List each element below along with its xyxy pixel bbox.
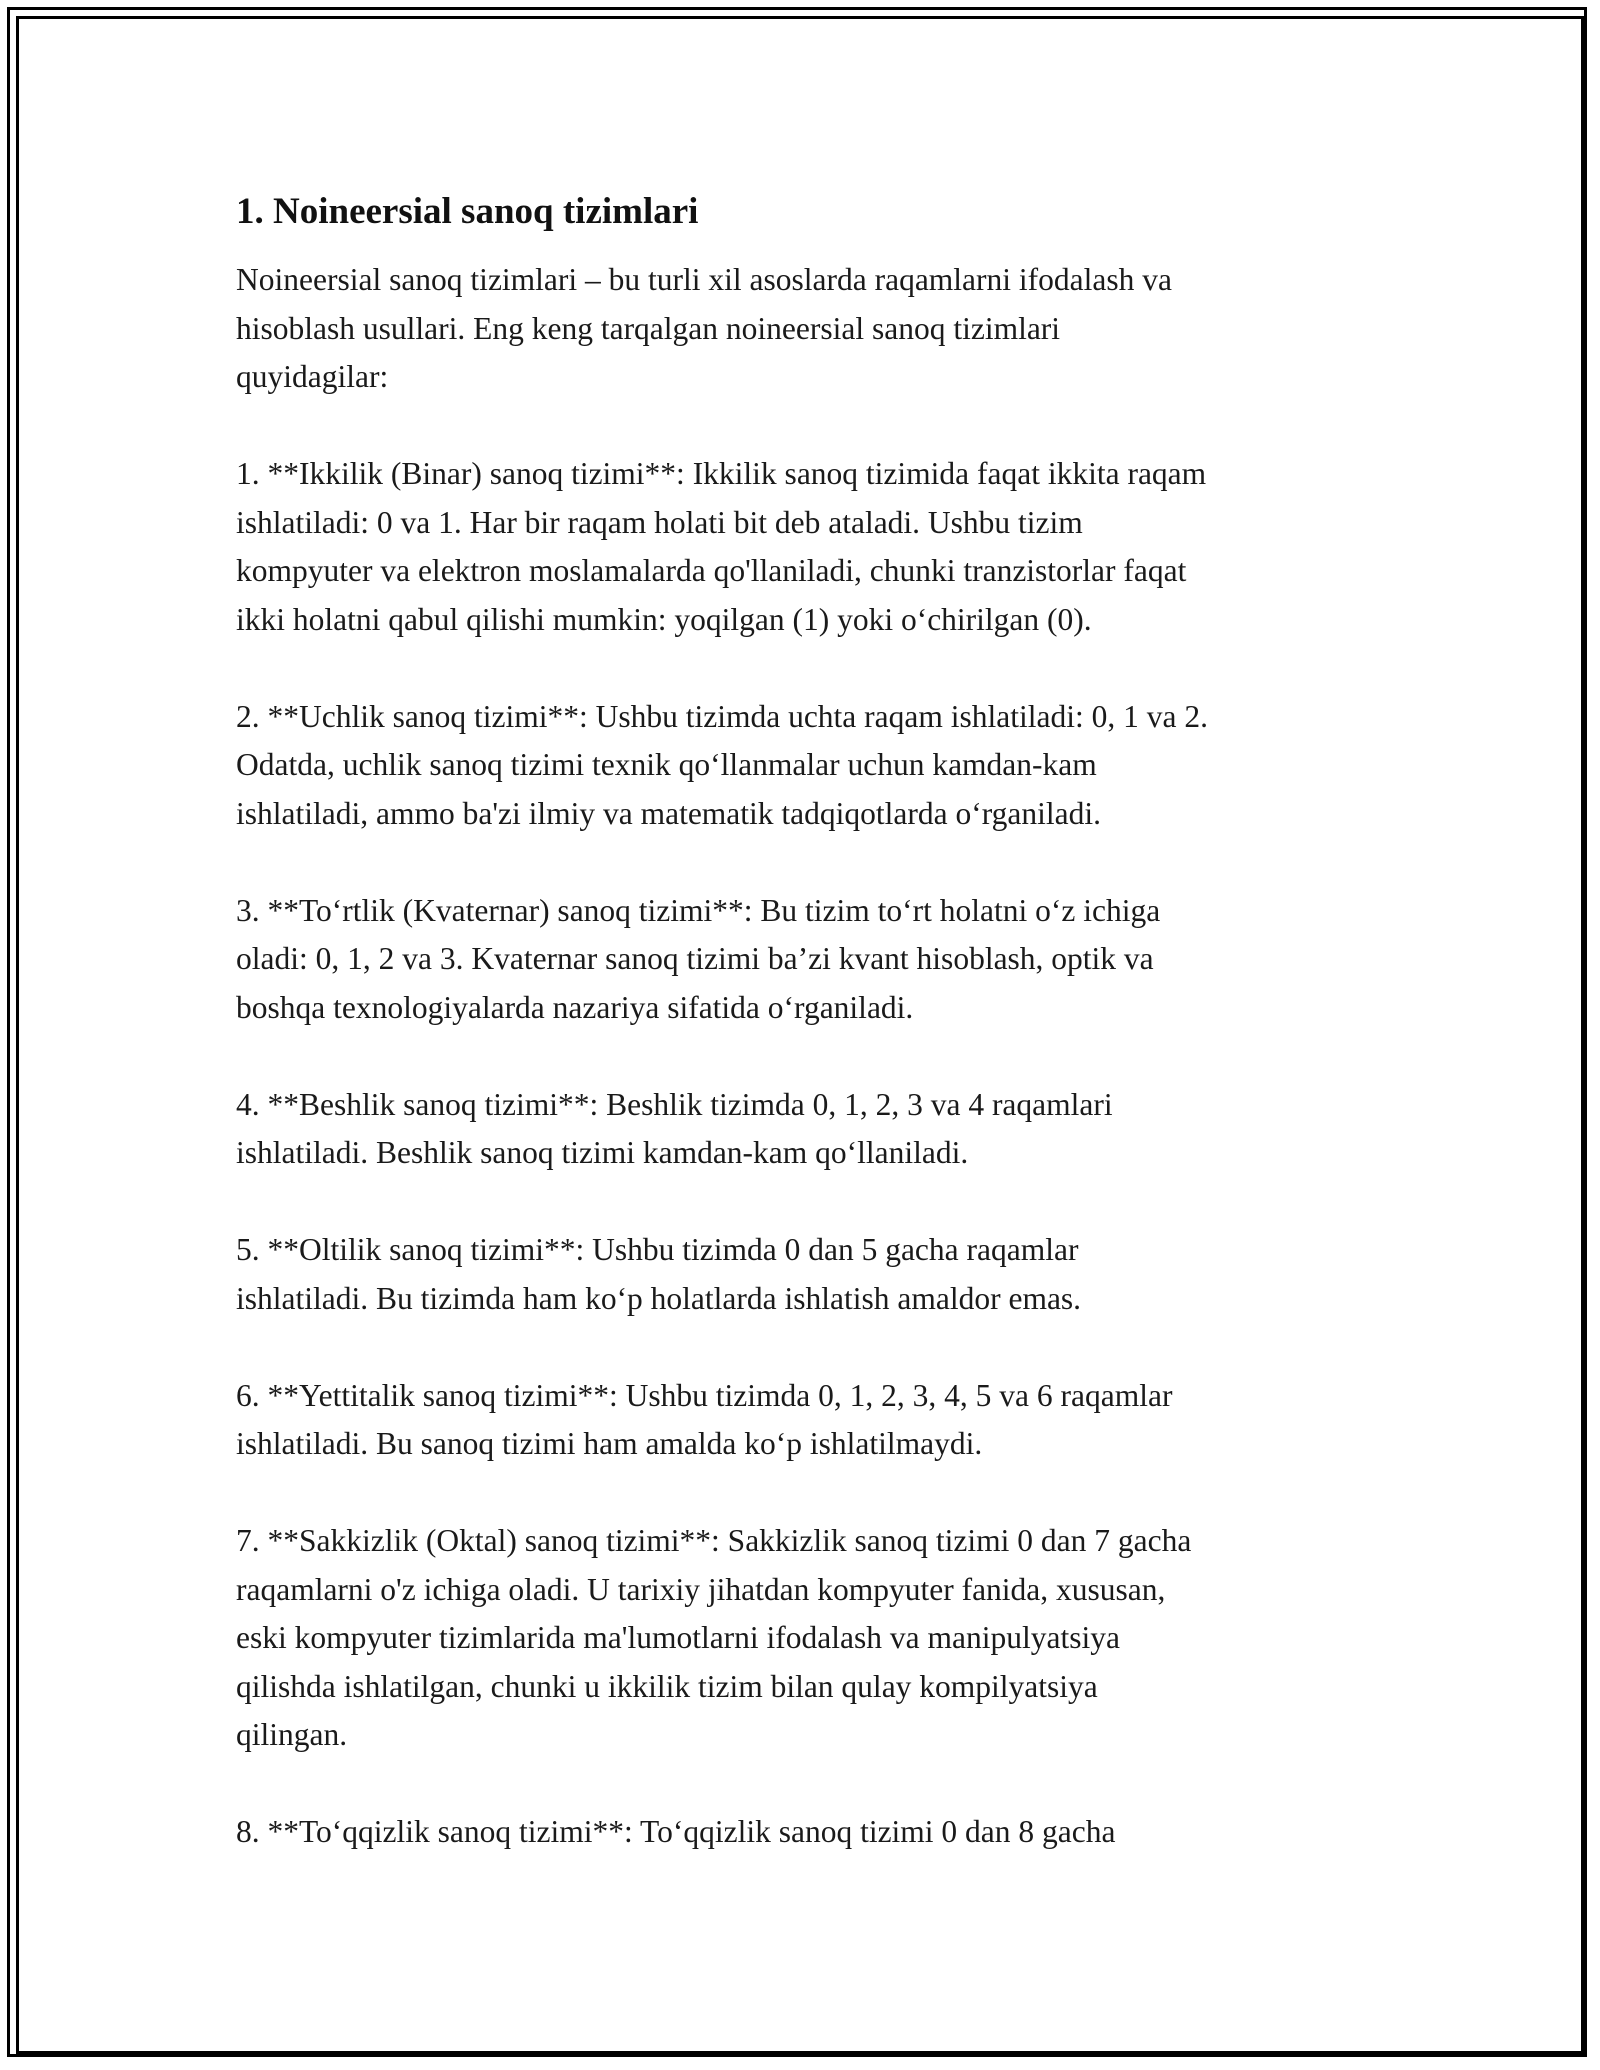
list-item-line: kompyuter va elektron moslamalarda qo'llaniladi, chunki tranzistorlar faqat (236, 553, 1187, 588)
list-item-line: ikki holatni qabul qilishi mumkin: yoqilgan (1) yoki o‘chirilgan (0). (236, 601, 1092, 637)
list-item-line: boshqa texnologiyalarda nazariya sifatida o‘rganiladi. (236, 989, 914, 1025)
list-item-line: ishlatiladi, ammo ba'zi ilmiy va matematik tadqiqotlarda o‘rganiladi. (236, 795, 1101, 831)
list-item-line: qilishda ishlatilgan, chunki u ikkilik tizim bilan qulay kompilyatsiya (236, 1668, 1098, 1704)
list-item-line: ishlatiladi. Bu sanoq tizimi ham amalda ko‘p ishlatilmaydi. (236, 1426, 983, 1461)
list-item-quaternary (236, 887, 1376, 1033)
list-item-line: Odatda, uchlik sanoq tizimi texnik qo‘llanmalar uchun kamdan-kam (236, 747, 1097, 782)
list-item-line: 3. **To‘rtlik (Kvaternar) sanoq tizimi**: Bu tizim to‘rt holatni o‘z ichiga (236, 892, 1161, 928)
list-item-senary (236, 1226, 1376, 1323)
list-item-line: 4. **Beshlik sanoq tizimi**: Beshlik tizimda 0, 1, 2, 3 va 4 raqamlari (236, 1086, 1113, 1122)
list-item-line: raqamlarni o'z ichiga oladi. U tarixiy jihatdan kompyuter fanida, xususan, (236, 1571, 1166, 1607)
list-item-octal (236, 1517, 1376, 1760)
list-item-line: 5. **Oltilik sanoq tizimi**: Ushbu tizimda 0 dan 5 gacha raqamlar (236, 1232, 1079, 1267)
list-item-line: oladi: 0, 1, 2 va 3. Kvaternar sanoq tizimi ba’zi kvant hisoblash, optik va (236, 941, 1154, 976)
list-item-quinary (236, 1081, 1376, 1178)
list-item-septenary (236, 1372, 1376, 1469)
list-item-line: 6. **Yettitalik sanoq tizimi**: Ushbu tizimda 0, 1, 2, 3, 4, 5 va 6 raqamlar (236, 1377, 1173, 1413)
list-item-line: eski kompyuter tizimlarida ma'lumotlarni ifodalash va manipulyatsiya (236, 1620, 1120, 1655)
section-heading: 1. Noineersial sanoq tizimlari (236, 191, 699, 232)
intro-line: quyidagilar: (236, 359, 389, 394)
list-item-binary (236, 450, 1376, 644)
list-item-nonary (236, 1808, 1376, 1857)
list-item-line: 7. **Sakkizlik (Oktal) sanoq tizimi**: Sakkizlik sanoq tizimi 0 dan 7 gacha (236, 1523, 1192, 1558)
list-item-line: ishlatiladi. Bu tizimda ham ko‘p holatlarda ishlatish amaldor emas. (236, 1280, 1082, 1316)
list-item-line: qilingan. (236, 1717, 348, 1752)
list-item-line: 1. **Ikkilik (Binar) sanoq tizimi**: Ikkilik sanoq tizimida faqat ikkita raqam (236, 456, 1207, 491)
intro-line: hisoblash usullari. Eng keng tarqalgan noineersial sanoq tizimlari (236, 310, 1061, 346)
intro-line: Noineersial sanoq tizimlari – bu turli xil asoslarda raqamlarni ifodalash va (236, 262, 1172, 297)
list-item-line: ishlatiladi. Beshlik sanoq tizimi kamdan-kam qo‘llaniladi. (236, 1135, 969, 1170)
list-item-line: 2. **Uchlik sanoq tizimi**: Ushbu tizimda uchta raqam ishlatiladi: 0, 1 va 2. (236, 698, 1208, 734)
intro-paragraph (236, 256, 1376, 402)
list-item-line: ishlatiladi: 0 va 1. Har bir raqam holati bit deb ataladi. Ushbu tizim (236, 504, 1083, 540)
list-item-ternary (236, 693, 1376, 839)
document-page (236, 188, 1376, 1905)
list-item-line: 8. **To‘qqizlik sanoq tizimi**: To‘qqizlik sanoq tizimi 0 dan 8 gacha (236, 1814, 1116, 1849)
